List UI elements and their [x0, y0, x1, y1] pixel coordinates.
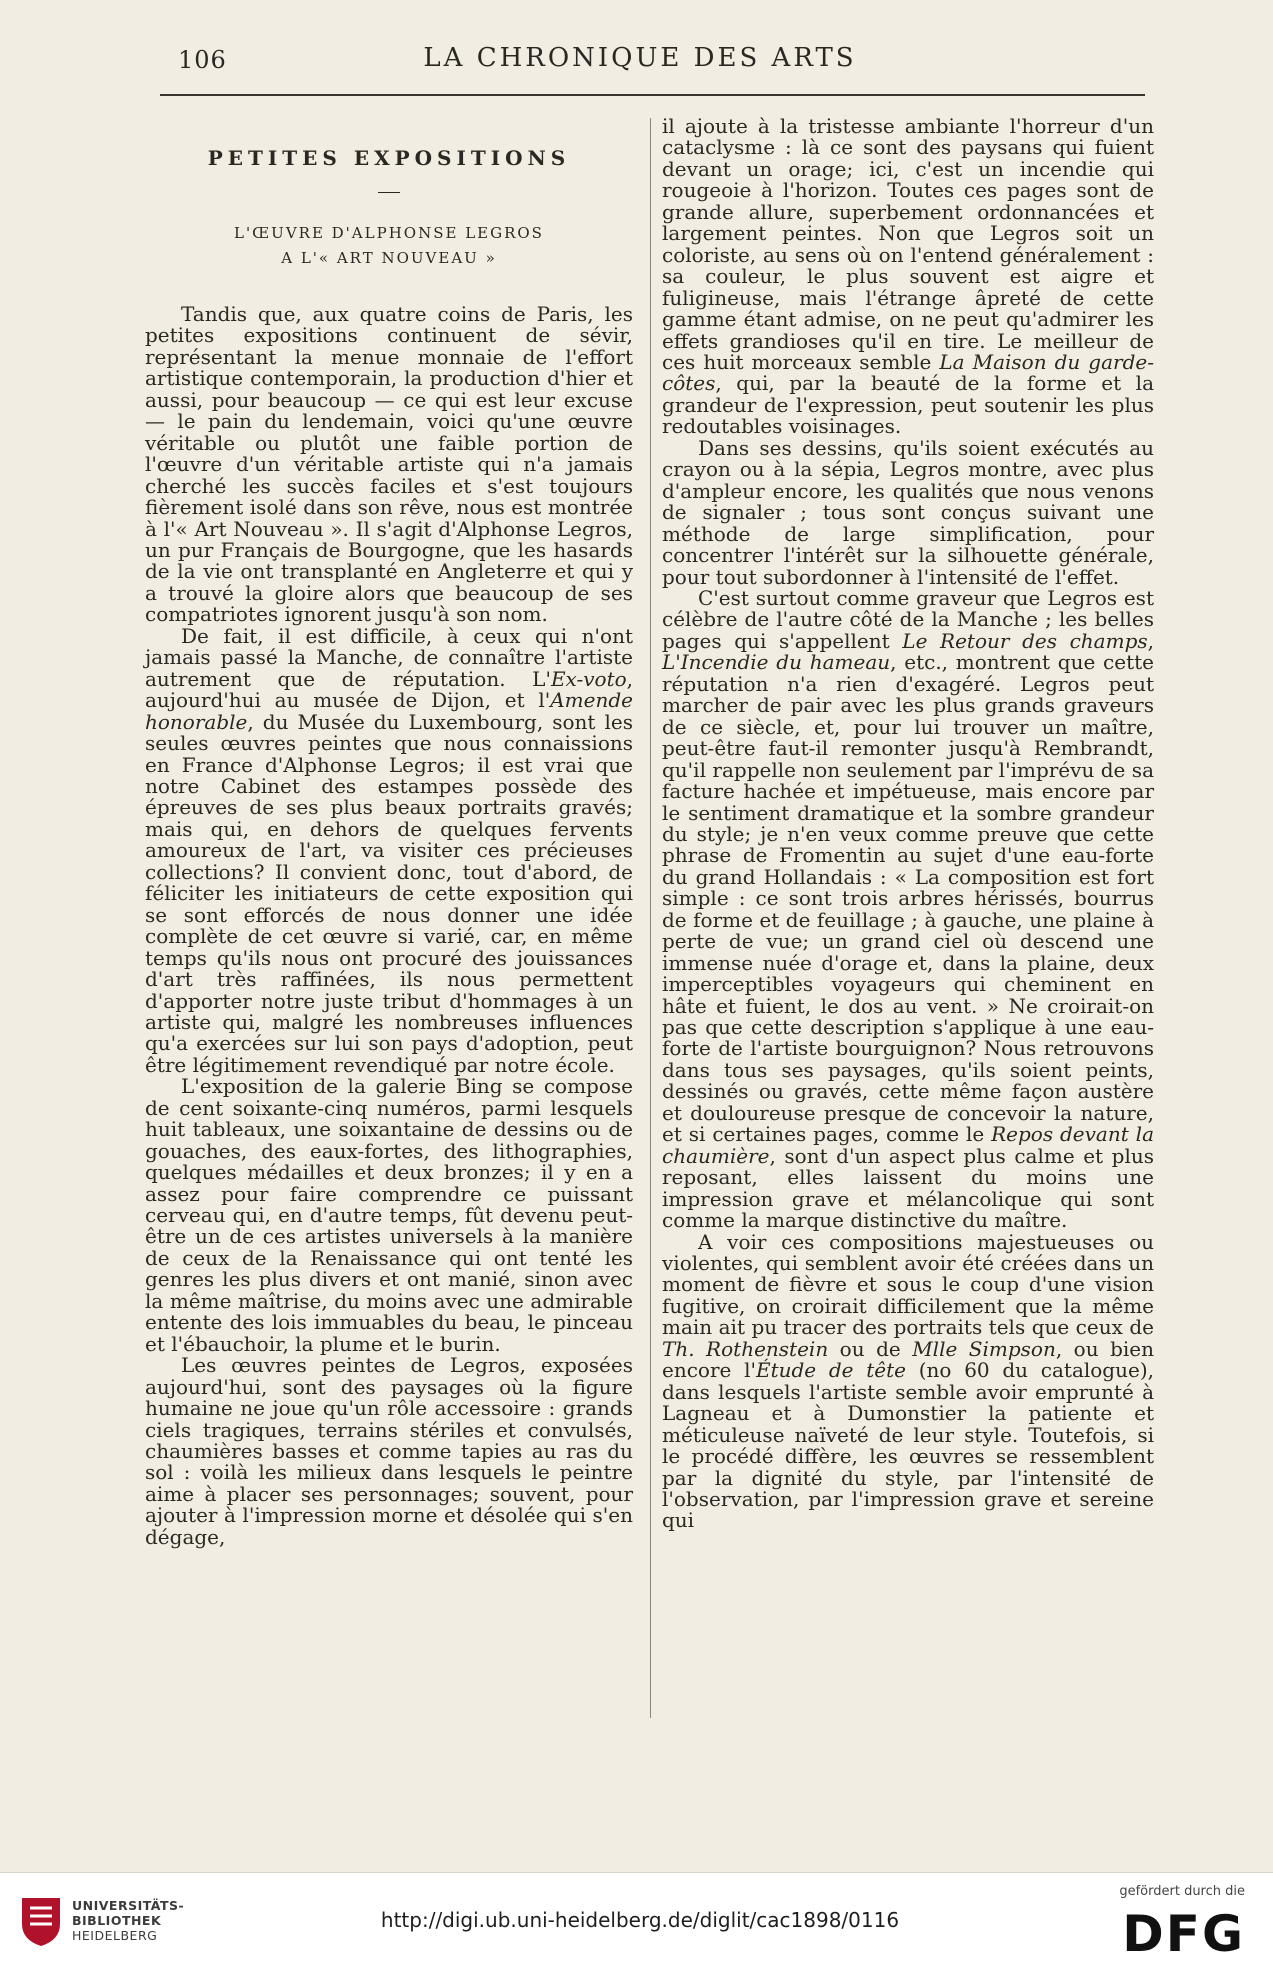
text-run: (no 60 du catalogue), dans lesquels l'artiste semble avoir emprunté à Lagneau et à Dumonstier la patiente et méticuleuse naïveté de leur style. Toutefois, si le procédé diffère, les œuvres se ressemblent par la dignité du style, par l'intensité de l'observation, par l'impression grave et sereine qui	[662, 1358, 1154, 1533]
running-title: LA CHRONIQUE DES ARTS	[423, 43, 857, 73]
paragraph-4: Les œuvres peintes de Legros, exposées aujourd'hui, sont des paysages où la figure humaine ne joue qu'un rôle accessoire : grands ciels tragiques, terrains stériles et convulsés, chaumières basses et comme tapies au ras du sol : voilà les milieux dans lesquels le peintre aime à placer ses personnages; souvent, pour ajouter à l'impression morne et désolée qui s'en dégage,	[145, 1353, 633, 1549]
article-subtitle	[145, 221, 633, 271]
column-divider	[650, 118, 651, 1718]
artwork-title: L'Incendie du hameau	[662, 650, 891, 675]
university-seal-icon	[18, 1894, 64, 1948]
text-run: De fait, il est difficile, à ceux qui n'ont jamais passé la Manche, de connaître l'artiste autrement que de réputation. L'	[145, 623, 633, 691]
text-run: A voir ces compositions majestueuses ou violentes, qui semblent avoir été créées dans un moment de fièvre et sous le coup d'une vision fugitive, on croirait difficilement que la même main ait pu tracer des portraits tels que ceux de	[662, 1229, 1154, 1340]
library-name	[72, 1898, 184, 1943]
text-run: il ajoute à la tristesse ambiante l'horreur d'un cataclysme : là ce sont des paysans qui fuient devant un orage; ici, c'est un incendie qui rougeoie à l'horizon. Toutes ces pages sont de grande allure, superbement ordonnancées et largement peintes. Non que Legros soit un coloriste, au sens où on l'entend généralement : sa couleur, le plus souvent est aigre et fuligineuse, mais l'étrange âpreté de cette gamme étant admise, on ne peut qu'admirer les effets grandioses qu'il en tire. Le meilleur de ces huit morceaux semble	[662, 114, 1154, 374]
paragraph-8	[662, 1229, 1154, 1533]
right-column	[662, 116, 1154, 1532]
text-run: , aujourd'hui au musée de Dijon, et l'	[145, 666, 633, 713]
subtitle-line-1: L'ŒUVRE D'ALPHONSE LEGROS	[234, 224, 544, 242]
left-column	[145, 116, 633, 1548]
artwork-title: Amende honorable	[145, 688, 633, 734]
text-run: , du Musée du Luxembourg, sont les seules œuvres peintes que nous connaissions en France d'Alphonse Legros; il est vrai que notre Cabinet des estampes possède des épreuves de ses plus beaux portraits gravés; mais qui, en dehors de quelques fervents amoureux de l'art, va visiter ces précieuses collections? Il convient donc, tout d'abord, de féliciter les initiateurs de cette exposition qui se sont efforcés de nous donner une idée complète de cet œuvre si varié, car, en même temps qu'ils nous ont procuré des jouissances d'art très raffinées, ils nous permettent d'apporter notre juste tribut d'hommages à un artiste qui, malgré les nombreuses influences qu'a exercées sur lui son pays d'adoption, peut être légitimement revendiqué par notre école.	[145, 709, 633, 1077]
library-line-3: HEIDELBERG	[72, 1928, 158, 1943]
page-number: 106	[178, 46, 227, 74]
library-line-2: BIBLIOTHEK	[72, 1913, 162, 1928]
digitization-footer	[0, 1872, 1273, 1977]
text-run: , sont d'un aspect plus calme et plus reposant, elles laissent du moins une impression grave et mélancolique qui sont comme la marque distinctive du maître.	[662, 1143, 1154, 1233]
library-line-1: UNIVERSITÄTS-	[72, 1898, 185, 1913]
text-run: ,	[1147, 628, 1154, 653]
artwork-title: Mlle Simpson	[912, 1336, 1056, 1361]
artwork-title: Repos devant la chaumière	[662, 1122, 1154, 1168]
artwork-title: Th. Rothenstein	[662, 1336, 829, 1361]
paragraph-3: L'exposition de la galerie Bing se compose de cent soixante-cinq numéros, parmi lesquels huit tableaux, une soixantaine de dessins ou de gouaches, des eaux-fortes, des lithographies, quelques médailles et deux bronzes; il y en a assez pour faire comprendre ce puissant cerveau qui, en d'autre temps, fût devenu peut-être un de ces artistes universels à la manière de ceux de la Renaissance qui ont tenté les genres les plus divers et ont manié, sinon avec la même maîtrise, du moins avec une admirable entente des lois immuables du beau, le pinceau et l'ébauchoir, la plume et le burin.	[145, 1074, 633, 1356]
artwork-title: La Maison du garde-côtes	[662, 349, 1154, 396]
text-run: , qui, par la beauté de la forme et la grandeur de l'expression, peut soutenir les plus redoutables voisinages.	[662, 371, 1154, 439]
text-run: , etc., montrent que cette réputation n'a rien d'exagéré. Legros peut marcher de pair avec les plus grands graveurs de ce siècle, et, pour lui trouver un maître, peut-être faut-il remonter jusqu'à Rembrandt, qu'il rappelle non seulement par l'imprévu de sa facture hachée et impétueuse, mais encore par le sentiment dramatique et la sombre grandeur du style; je n'en veux comme preuve que cette phrase de Fromentin au sujet d'une eau-forte du grand Hollandais : « La composition est fort simple : ce sont trois arbres hérissés, bourrus de forme et de feuillage ; à gauche, une plaine à perte de vue; un grand ciel où descend une immense nuée d'orage et, dans la plaine, deux imperceptibles voyageurs qui cheminent en hâte et fuient, le dos au vent. » Ne croirait-on pas que cette description s'applique à une eau-forte de l'artiste bourguignon? Nous retrouvons dans tous ses paysages, qu'ils soient peints, dessinés ou gravés, cette même façon austère et douloureuse presque de concevoir la nature, et si certaines pages, comme le	[662, 650, 1154, 1147]
page-header	[0, 38, 1273, 78]
subtitle-line-2: A L'« ART NOUVEAU »	[281, 249, 497, 267]
text-run: , ou bien encore l'	[662, 1336, 1154, 1383]
text-run: C'est surtout comme graveur que Legros est célèbre de l'autre côté de la Manche ; les belles pages qui s'appellent	[662, 585, 1154, 653]
paragraph-2	[145, 623, 633, 1077]
paragraph-1: Tandis que, aux quatre coins de Paris, les petites expositions continuent de sévir, représentant la menue monnaie de l'effort artistique contemporain, la production d'hier et aussi, pour beaucoup — ce qui est leur excuse — le pain du lendemain, voici qu'une œuvre véritable ou plutôt une faible portion de l'œuvre d'un véritable artiste qui n'a jamais cherché les succès faciles et s'est toujours fièrement isolé dans son rêve, nous est montrée à l'« Art Nouveau ». Il s'agit d'Alphonse Legros, un pur Français de Bourgogne, que les hasards de la vie ont transplanté en Angleterre et qui y a trouvé la gloire alors que beaucoup de ses compatriotes ignorent jusqu'à son nom.	[145, 302, 633, 627]
text-run: ou de	[828, 1336, 913, 1361]
source-url-link[interactable]: http://digi.ub.uni-heidelberg.de/diglit/cac1898/0116	[380, 1908, 900, 1932]
paragraph-5	[662, 116, 1154, 438]
paragraph-7	[662, 585, 1154, 1233]
paragraph-6: Dans ses dessins, qu'ils soient exécutés au crayon ou à la sépia, Legros montre, avec plus d'ampleur encore, les qualités que nous venons de signaler ; tous sont conçus suivant une méthode de large simplification, pour concentrer l'intérêt sur la silhouette générale, pour tout subordonner à l'intensité de l'effet.	[662, 435, 1154, 589]
section-title: PETITES EXPOSITIONS	[207, 146, 571, 170]
artwork-title: Le Retour des champs	[902, 628, 1148, 653]
dfg-logo: DFG	[1122, 1905, 1245, 1963]
footer-rule	[0, 1872, 1273, 1873]
artwork-title: Étude de tête	[755, 1358, 906, 1383]
funder-caption: gefördert durch die	[1119, 1884, 1245, 1899]
title-dash	[378, 192, 400, 193]
header-rule	[160, 94, 1145, 96]
artwork-title: Ex-voto	[550, 666, 627, 691]
